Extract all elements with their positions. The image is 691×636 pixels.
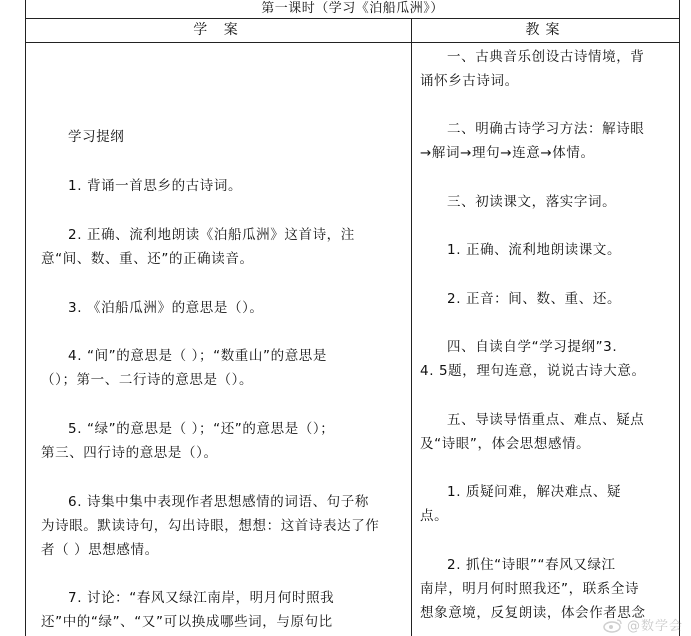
teacher-item-text: 南岸，明月何时照我还”，联系全诗: [420, 581, 640, 597]
teacher-item-text: 2. 抓住“诗眼”“春风又绿江: [447, 557, 616, 573]
lesson-title: 第一课时（学习《泊船瓜洲》）: [26, 0, 680, 19]
teacher-item-text: 1. 正确、流利地朗读课文。: [447, 242, 622, 258]
teacher-item-text: 及“诗眼”，体会思想感情。: [420, 436, 591, 452]
teacher-item-text: 诵怀乡古诗词。: [420, 73, 519, 89]
teacher-item-text: →解词→理句→连意→体情。: [420, 145, 595, 161]
teacher-item-text: 4. 5题，理句连意，说说古诗大意。: [420, 363, 646, 379]
student-item-text: 6. 诗集中集中表现作者思想感情的词语、句子称: [68, 494, 369, 510]
student-item-text: 2. 正确、流利地朗读《泊船瓜洲》这首诗，注: [68, 227, 355, 243]
student-item-text: 还”中的“绿”、“又”可以换成哪些词，与原句比: [41, 614, 333, 630]
teacher-item-text: 点。: [420, 508, 449, 524]
student-item-text: 者（ ）思想感情。: [41, 542, 159, 558]
teacher-item-text: 一、古典音乐创设古诗情境，背: [447, 49, 645, 65]
student-plan-header: 学 案: [26, 19, 412, 43]
teacher-item-text: 1. 质疑问难，解决难点、疑: [447, 484, 622, 500]
teacher-item-text: 二、明确古诗学习方法：解诗眼: [447, 121, 645, 137]
content-row: [26, 43, 680, 636]
teacher-plan-column: [412, 43, 680, 636]
student-item-text: 5. “绿”的意思是（ ）；“还”的意思是（）；: [68, 421, 335, 437]
teacher-item-text: 2. 正音：间、数、重、还。: [447, 291, 622, 307]
teacher-item-text: 三、初读课文，落实字词。: [447, 194, 617, 210]
watermark-text: @数学会: [626, 619, 683, 634]
student-item-text: 意“间、数、重、还”的正确读音。: [41, 251, 254, 267]
lesson-plan-table: [25, 0, 680, 636]
header-row: [26, 19, 680, 43]
student-item-text: （）；第一、二行诗的意思是（）。: [41, 372, 254, 388]
teacher-item-text: 五、导读导悟重点、难点、疑点: [447, 412, 645, 428]
student-item-text: 7. 讨论：“春风又绿江南岸，明月何时照我: [68, 590, 335, 606]
student-item-text: 1. 背诵一首思乡的古诗词。: [68, 178, 243, 194]
teacher-plan-header: 教案: [412, 19, 680, 43]
student-item-text: 4. “间”的意思是（ ）；“数重山”的意思是: [68, 348, 327, 364]
outline-heading: 学习提纲: [68, 129, 125, 145]
teacher-item-text: 想象意境，反复朗读，体会作者思念: [420, 605, 646, 621]
student-item-text: 3. 《泊船瓜洲》的意思是（）。: [68, 300, 264, 316]
student-item-text: 为诗眼。默读诗句，勾出诗眼，想想：这首诗表达了作: [41, 518, 380, 534]
teacher-item-text: 四、自读自学“学习提纲”3.: [447, 339, 618, 355]
title-row: [26, 0, 680, 19]
student-item-text: 第三、四行诗的意思是（）。: [41, 445, 218, 461]
student-plan-column: [26, 43, 412, 636]
